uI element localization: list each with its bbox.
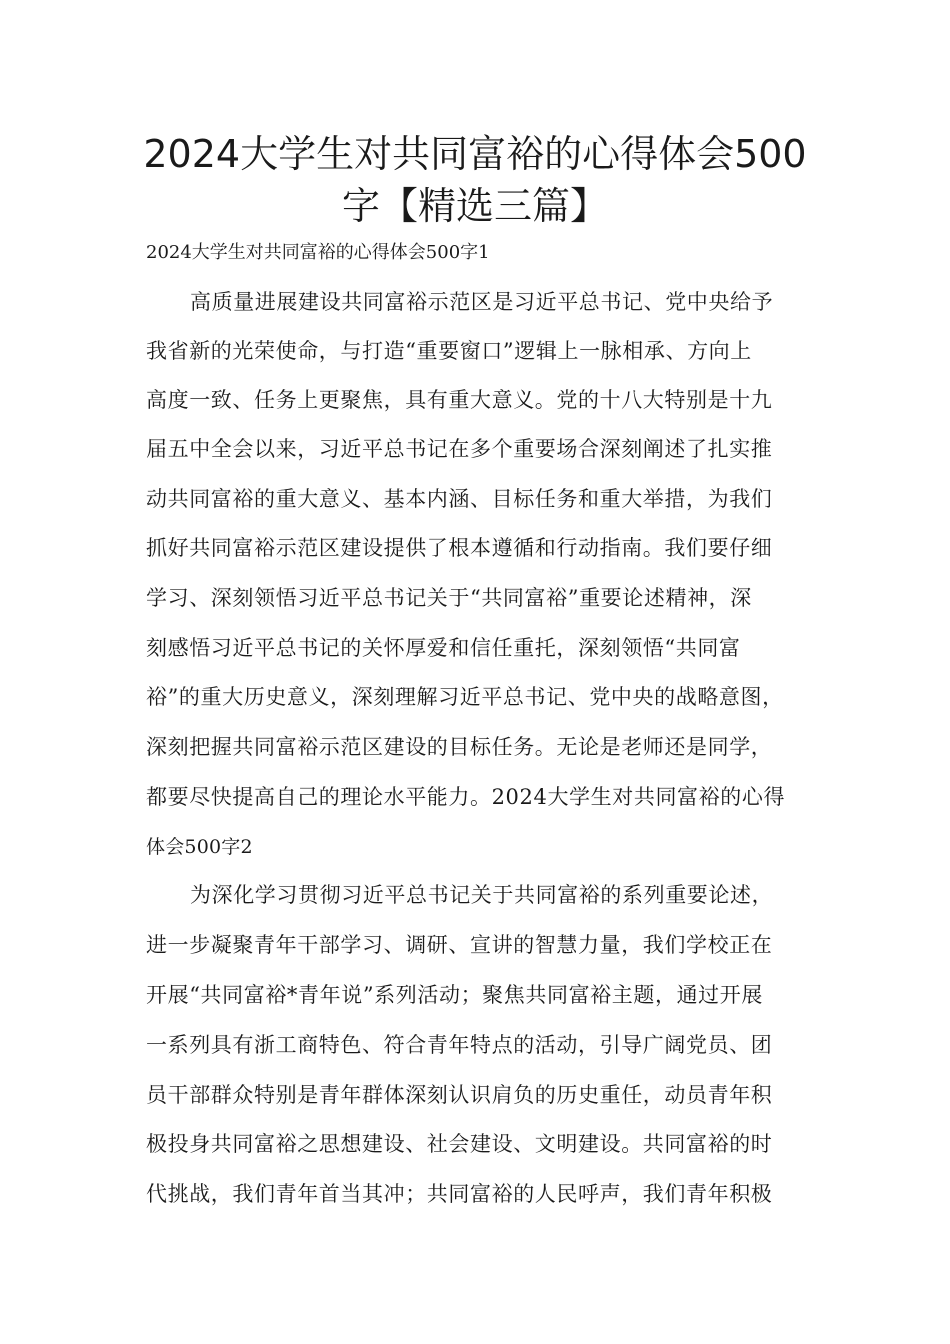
paragraph-line: 都要尽快提高自己的理论水平能力。2024大学生对共同富裕的心得 (146, 785, 786, 809)
paragraph-line: 届五中全会以来，习近平总书记在多个重要场合深刻阐述了扎实推 (146, 437, 773, 461)
paragraph-line: 深刻把握共同富裕示范区建设的目标任务。无论是老师还是同学， (146, 735, 773, 759)
paragraph-line: 动共同富裕的重大意义、基本内涵、目标任务和重大举措，为我们 (146, 487, 773, 511)
paragraph-line: 极投身共同富裕之思想建设、社会建设、文明建设。共同富裕的时 (146, 1132, 773, 1156)
paragraph-line: 员干部群众特别是青年群体深刻认识肩负的历史重任，动员青年积 (146, 1083, 773, 1107)
paragraph-line: 高度一致、任务上更聚焦，具有重大意义。党的十八大特别是十九 (146, 388, 773, 412)
paragraph-line: 开展“共同富裕*青年说”系列活动；聚焦共同富裕主题，通过开展 (146, 983, 763, 1007)
paragraph-line: 进一步凝聚青年干部学习、调研、宣讲的智慧力量，我们学校正在 (146, 933, 773, 957)
section-2-heading: 体会500字2 (146, 836, 253, 858)
title-line-1: 2024大学生对共同富裕的心得体会500 (143, 132, 807, 176)
title-line-2: 字【精选三篇】 (341, 184, 608, 228)
paragraph-line: 我省新的光荣使命，与打造“重要窗口”逻辑上一脉相承、方向上 (146, 339, 752, 363)
paragraph-line: 高质量进展建设共同富裕示范区是习近平总书记、党中央给予 (190, 290, 774, 314)
paragraph-line: 为深化学习贯彻习近平总书记关于共同富裕的系列重要论述， (190, 883, 774, 907)
section-1-heading: 2024大学生对共同富裕的心得体会500字1 (146, 242, 490, 263)
paragraph-line: 裕”的重大历史意义，深刻理解习近平总书记、党中央的战略意图， (146, 685, 784, 709)
paragraph-line: 刻感悟习近平总书记的关怀厚爱和信任重托，深刻领悟“共同富 (146, 636, 741, 660)
paragraph-line: 一系列具有浙工商特色、符合青年特点的活动，引导广阔党员、团 (146, 1033, 773, 1057)
document-title (120, 128, 830, 232)
paragraph-line: 代挑战，我们青年首当其冲；共同富裕的人民呼声，我们青年积极 (146, 1182, 773, 1206)
paragraph-line: 抓好共同富裕示范区建设提供了根本遵循和行动指南。我们要仔细 (146, 536, 773, 560)
paragraph-line: 学习、深刻领悟习近平总书记关于“共同富裕”重要论述精神，深 (146, 586, 752, 610)
